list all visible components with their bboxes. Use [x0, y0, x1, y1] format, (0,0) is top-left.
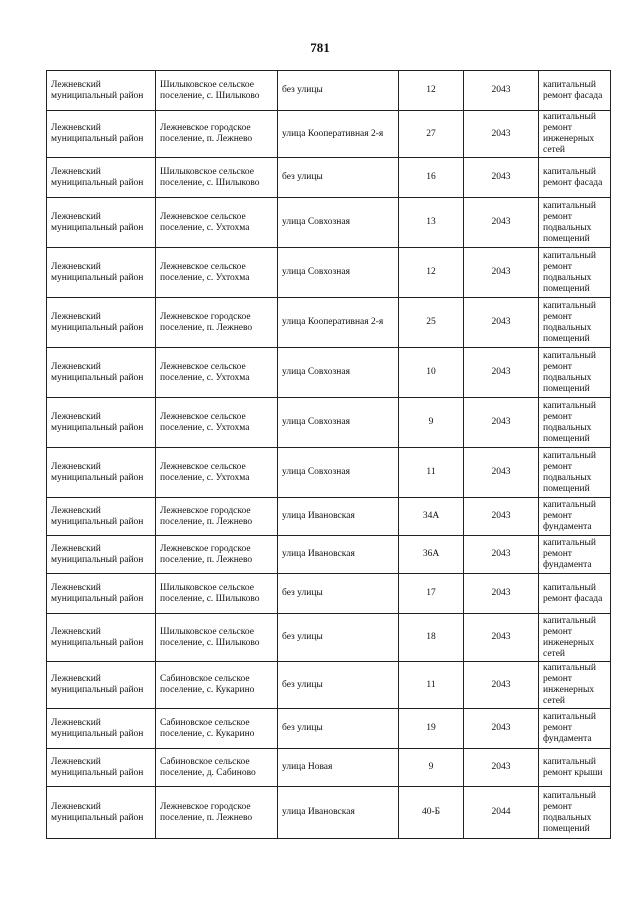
work-type-cell: капитальный ремонт подвальных помещений [539, 348, 611, 398]
district-cell: Лежневский муниципальный район [47, 574, 156, 614]
street-cell: улица Совхозная [278, 348, 399, 398]
work-type-cell: капитальный ремонт инженерных сетей [539, 662, 611, 709]
settlement-cell: Шилыковское сельское поселение, с. Шилыково [156, 574, 278, 614]
district-cell: Лежневский муниципальный район [47, 298, 156, 348]
house-number-cell: 27 [399, 111, 464, 158]
table-row [47, 158, 611, 198]
street-cell: без улицы [278, 71, 399, 111]
table-row [47, 298, 611, 348]
settlement-cell: Сабиновское сельское поселение, с. Кукарино [156, 709, 278, 749]
settlement-cell: Шилыковское сельское поселение, с. Шилыково [156, 158, 278, 198]
district-cell: Лежневский муниципальный район [47, 448, 156, 498]
district-cell: Лежневский муниципальный район [47, 498, 156, 536]
year-cell: 2043 [464, 158, 539, 198]
table-row [47, 709, 611, 749]
house-number-cell: 36А [399, 536, 464, 574]
table-row [47, 498, 611, 536]
year-cell: 2043 [464, 298, 539, 348]
work-type-cell: капитальный ремонт инженерных сетей [539, 614, 611, 662]
house-number-cell: 10 [399, 348, 464, 398]
work-type-cell: капитальный ремонт подвальных помещений [539, 448, 611, 498]
table-row [47, 787, 611, 839]
street-cell: без улицы [278, 662, 399, 709]
street-cell: без улицы [278, 709, 399, 749]
house-number-cell: 13 [399, 198, 464, 248]
year-cell: 2043 [464, 111, 539, 158]
settlement-cell: Лежневское сельское поселение, с. Ухтохма [156, 248, 278, 298]
district-cell: Лежневский муниципальный район [47, 198, 156, 248]
district-cell: Лежневский муниципальный район [47, 158, 156, 198]
year-cell: 2043 [464, 398, 539, 448]
settlement-cell: Лежневское сельское поселение, с. Ухтохма [156, 348, 278, 398]
table-row [47, 662, 611, 709]
district-cell: Лежневский муниципальный район [47, 248, 156, 298]
settlement-cell: Лежневское городское поселение, п. Лежнево [156, 498, 278, 536]
year-cell: 2043 [464, 71, 539, 111]
year-cell: 2044 [464, 787, 539, 839]
work-type-cell: капитальный ремонт подвальных помещений [539, 198, 611, 248]
house-number-cell: 40-Б [399, 787, 464, 839]
table-row [47, 614, 611, 662]
house-number-cell: 16 [399, 158, 464, 198]
table-row [47, 536, 611, 574]
settlement-cell: Лежневское городское поселение, п. Лежнево [156, 536, 278, 574]
district-cell: Лежневский муниципальный район [47, 614, 156, 662]
house-number-cell: 11 [399, 662, 464, 709]
house-number-cell: 11 [399, 448, 464, 498]
street-cell: улица Кооперативная 2-я [278, 111, 399, 158]
house-number-cell: 12 [399, 248, 464, 298]
year-cell: 2043 [464, 348, 539, 398]
settlement-cell: Лежневское сельское поселение, с. Ухтохма [156, 198, 278, 248]
house-number-cell: 34А [399, 498, 464, 536]
table-row [47, 574, 611, 614]
table-row [47, 448, 611, 498]
street-cell: без улицы [278, 614, 399, 662]
street-cell: улица Ивановская [278, 536, 399, 574]
house-number-cell: 25 [399, 298, 464, 348]
street-cell: без улицы [278, 574, 399, 614]
settlement-cell: Лежневское городское поселение, п. Лежнево [156, 111, 278, 158]
street-cell: улица Совхозная [278, 398, 399, 448]
house-number-cell: 12 [399, 71, 464, 111]
district-cell: Лежневский муниципальный район [47, 749, 156, 787]
house-number-cell: 9 [399, 749, 464, 787]
work-type-cell: капитальный ремонт фасада [539, 71, 611, 111]
house-number-cell: 19 [399, 709, 464, 749]
year-cell: 2043 [464, 749, 539, 787]
work-type-cell: капитальный ремонт фундамента [539, 498, 611, 536]
house-number-cell: 9 [399, 398, 464, 448]
work-type-cell: капитальный ремонт крыши [539, 749, 611, 787]
work-type-cell: капитальный ремонт фасада [539, 158, 611, 198]
settlement-cell: Лежневское городское поселение, п. Лежнево [156, 298, 278, 348]
settlement-cell: Лежневское сельское поселение, с. Ухтохма [156, 448, 278, 498]
work-type-cell: капитальный ремонт фундамента [539, 709, 611, 749]
work-type-cell: капитальный ремонт подвальных помещений [539, 398, 611, 448]
district-cell: Лежневский муниципальный район [47, 71, 156, 111]
year-cell: 2043 [464, 662, 539, 709]
settlement-cell: Шилыковское сельское поселение, с. Шилыково [156, 614, 278, 662]
street-cell: улица Новая [278, 749, 399, 787]
district-cell: Лежневский муниципальный район [47, 111, 156, 158]
work-type-cell: капитальный ремонт подвальных помещений [539, 787, 611, 839]
street-cell: без улицы [278, 158, 399, 198]
year-cell: 2043 [464, 709, 539, 749]
year-cell: 2043 [464, 248, 539, 298]
table-row [47, 348, 611, 398]
work-type-cell: капитальный ремонт подвальных помещений [539, 248, 611, 298]
street-cell: улица Ивановская [278, 498, 399, 536]
settlement-cell: Лежневское сельское поселение, с. Ухтохма [156, 398, 278, 448]
district-cell: Лежневский муниципальный район [47, 398, 156, 448]
settlement-cell: Сабиновское сельское поселение, д. Сабиново [156, 749, 278, 787]
district-cell: Лежневский муниципальный район [47, 787, 156, 839]
house-number-cell: 17 [399, 574, 464, 614]
street-cell: улица Ивановская [278, 787, 399, 839]
table-row [47, 111, 611, 158]
year-cell: 2043 [464, 614, 539, 662]
house-number-cell: 18 [399, 614, 464, 662]
table-row [47, 398, 611, 448]
work-type-cell: капитальный ремонт подвальных помещений [539, 298, 611, 348]
settlement-cell: Сабиновское сельское поселение, с. Кукарино [156, 662, 278, 709]
work-type-cell: капитальный ремонт инженерных сетей [539, 111, 611, 158]
work-type-cell: капитальный ремонт фундамента [539, 536, 611, 574]
street-cell: улица Совхозная [278, 248, 399, 298]
table-row [47, 248, 611, 298]
street-cell: улица Совхозная [278, 198, 399, 248]
page-number: 781 [310, 40, 330, 55]
work-type-cell: капитальный ремонт фасада [539, 574, 611, 614]
table-row [47, 198, 611, 248]
repair-schedule-table [46, 70, 611, 839]
table-row [47, 71, 611, 111]
settlement-cell: Лежневское городское поселение, п. Лежнево [156, 787, 278, 839]
year-cell: 2043 [464, 198, 539, 248]
street-cell: улица Совхозная [278, 448, 399, 498]
year-cell: 2043 [464, 536, 539, 574]
district-cell: Лежневский муниципальный район [47, 348, 156, 398]
street-cell: улица Кооперативная 2-я [278, 298, 399, 348]
table-row [47, 749, 611, 787]
year-cell: 2043 [464, 574, 539, 614]
settlement-cell: Шилыковское сельское поселение, с. Шилыково [156, 71, 278, 111]
year-cell: 2043 [464, 498, 539, 536]
district-cell: Лежневский муниципальный район [47, 536, 156, 574]
year-cell: 2043 [464, 448, 539, 498]
district-cell: Лежневский муниципальный район [47, 709, 156, 749]
table-body [47, 71, 611, 839]
district-cell: Лежневский муниципальный район [47, 662, 156, 709]
